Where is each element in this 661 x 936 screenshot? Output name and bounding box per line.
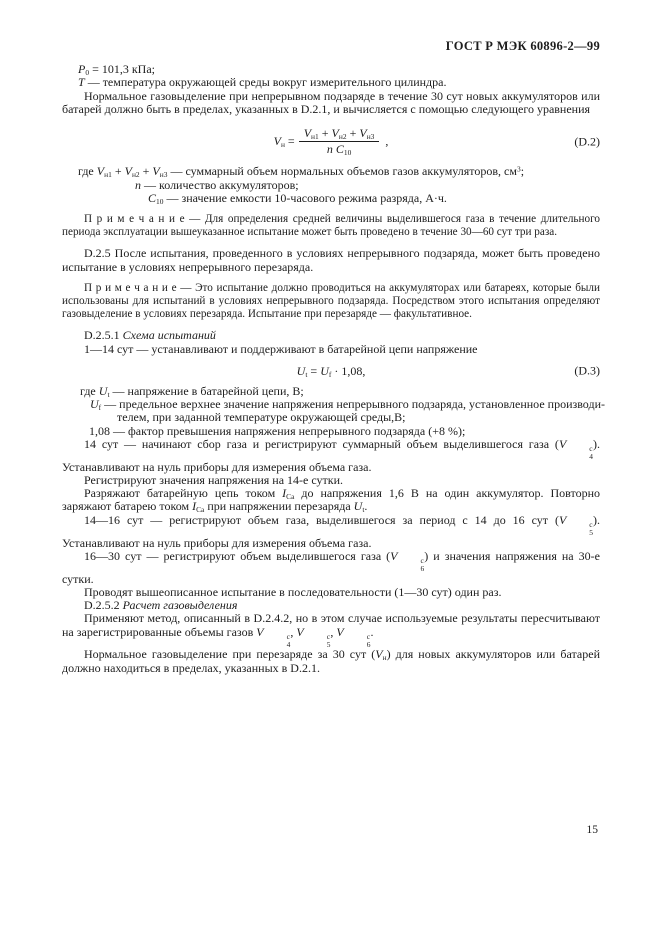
paragraph: Проводят вышеописанное испытание в последовательности (1—30 сут) один раз. (84, 584, 502, 599)
paragraph: Нормальное газовыделение при непрерывном подзаряде в течение 30 сут новых аккумуляторов или батарей должно быть в пределах, указанных в D.2.1, и вычисляется с помощью следующего уравнения (62, 88, 600, 116)
paragraph: П р и м е ч а н и е — Это испытание должно проводиться на аккумуляторах или батареях, которые были использованы для испытаний в условиях непрерывного подзаряда. Посредством этого испытания определяют газовыделение в условиях перезаряда. Испытание при перезаряде — факультативное. (62, 281, 600, 321)
page-number: 15 (586, 824, 598, 836)
page-header: ГОСТ Р МЭК 60896-2—99 (445, 39, 600, 53)
sup-sub-stack: с 5 (589, 519, 593, 537)
paragraph: телем, при заданной температуре окружающей среды,В; (117, 410, 406, 425)
equation-d2 (62, 127, 600, 156)
paragraph: 14—16 сут — регистрируют объем газа, выделившегося за период с 14 до 16 сут (V с 5 ). Устанавливают на нуль приборы для измерения объема газа. (62, 512, 600, 550)
paragraph: П р и м е ч а н и е — Для определения средней величины выделившегося газа в течение длительного периода эксплуатации вышеуказанное испытание может быть проведено в течение 30—60 сут три раза. (62, 213, 600, 239)
paragraph: Нормальное газовыделение при перезаряде за 30 сут $(V_н)$ для новых аккумуляторов или батарей должно находиться в пределах, указанных в D.2.1. (62, 647, 600, 675)
paragraph: Т — температура окружающей среды вокруг измерительного цилиндра. (78, 75, 447, 90)
paragraph: D.2.5 После испытания, проведенного в условиях непрерывного подзаряда, может быть проведено испытание в условиях непрерывного перезаряда. (62, 246, 600, 274)
paragraph: Применяют метод, описанный в D.2.4.2, но в этом случае используемые результаты пересчитывают на зарегистрированные объемы газов V с 4 , V с 5 , V с 6 . (62, 611, 600, 649)
paragraph: 16—30 сут — регистрируют объем выделившегося газа (V с 6 ) и значения напряжения на 30-е сутки. (62, 548, 600, 586)
paragraph: 14 сут — начинают сбор газа и регистрируют суммарный объем выделившегося газа (V с 4 ). Устанавливают на нуль приборы для измерения объема газа. (62, 436, 600, 474)
paragraph: 1—14 сут — устанавливают и поддерживают в батарейной цепи напряжение (84, 341, 478, 356)
sup-sub-stack: с 5 (326, 631, 331, 649)
fraction-denominator: n $C_{10}$ (326, 142, 352, 158)
equation-d3 (62, 365, 600, 378)
sup-sub-stack: с 6 (366, 631, 371, 649)
sup-sub-stack: с 4 (589, 444, 593, 462)
equation-body: $U_t = U_f \cdot 1,08$, (296, 363, 366, 380)
paragraph: Разряжают батарейную цепь током $I_{Са}$ до напряжения 1,6 В на один аккумулятор. Повторно заряжают батарею током $I_{Са}$ при напряжении перезаряда $U_t$. (62, 486, 600, 515)
equation-label: (D.2) (574, 134, 600, 149)
paragraph: $P_0 = 101,3$ кПа; (78, 62, 155, 78)
equation-lhs: $V_н$ = (273, 134, 295, 150)
paragraph: D.2.5.1 Схема испытаний (84, 328, 216, 343)
sup-sub-stack: с 4 (286, 631, 291, 649)
paragraph: где $V_{н1} + V_{н2} + V_{н3}$ — суммарный объем нормальных объемов газов аккумуляторов, $см^3$; (78, 164, 525, 180)
paragraph: $U_f$ — предельное верхнее значение напряжения непрерывного подзаряда, установленное производи- (90, 397, 605, 413)
paragraph: $C_{10}$ — значение емкости 10-часового режима разряда, А·ч. (148, 190, 447, 207)
fraction-numerator: $V_{н1} + V_{н2} + V_{н3}$ (299, 127, 380, 142)
fraction (299, 127, 380, 156)
paragraph: D.2.5.2 Расчет газовыделения (84, 598, 238, 613)
paragraph: n — количество аккумуляторов; (135, 177, 299, 192)
paragraph: где $U_t$ — напряжение в батарейной цепи, В; (80, 384, 304, 400)
equation-tail: , (385, 134, 389, 149)
document-body (62, 62, 605, 675)
paragraph: Регистрируют значения напряжения на 14-е сутки. (84, 473, 344, 488)
equation-label: (D.3) (574, 363, 600, 378)
sup-sub-stack: с 6 (420, 556, 425, 573)
paragraph: 1,08 — фактор превышения напряжения непрерывного подзаряда (+8 %); (89, 423, 466, 438)
